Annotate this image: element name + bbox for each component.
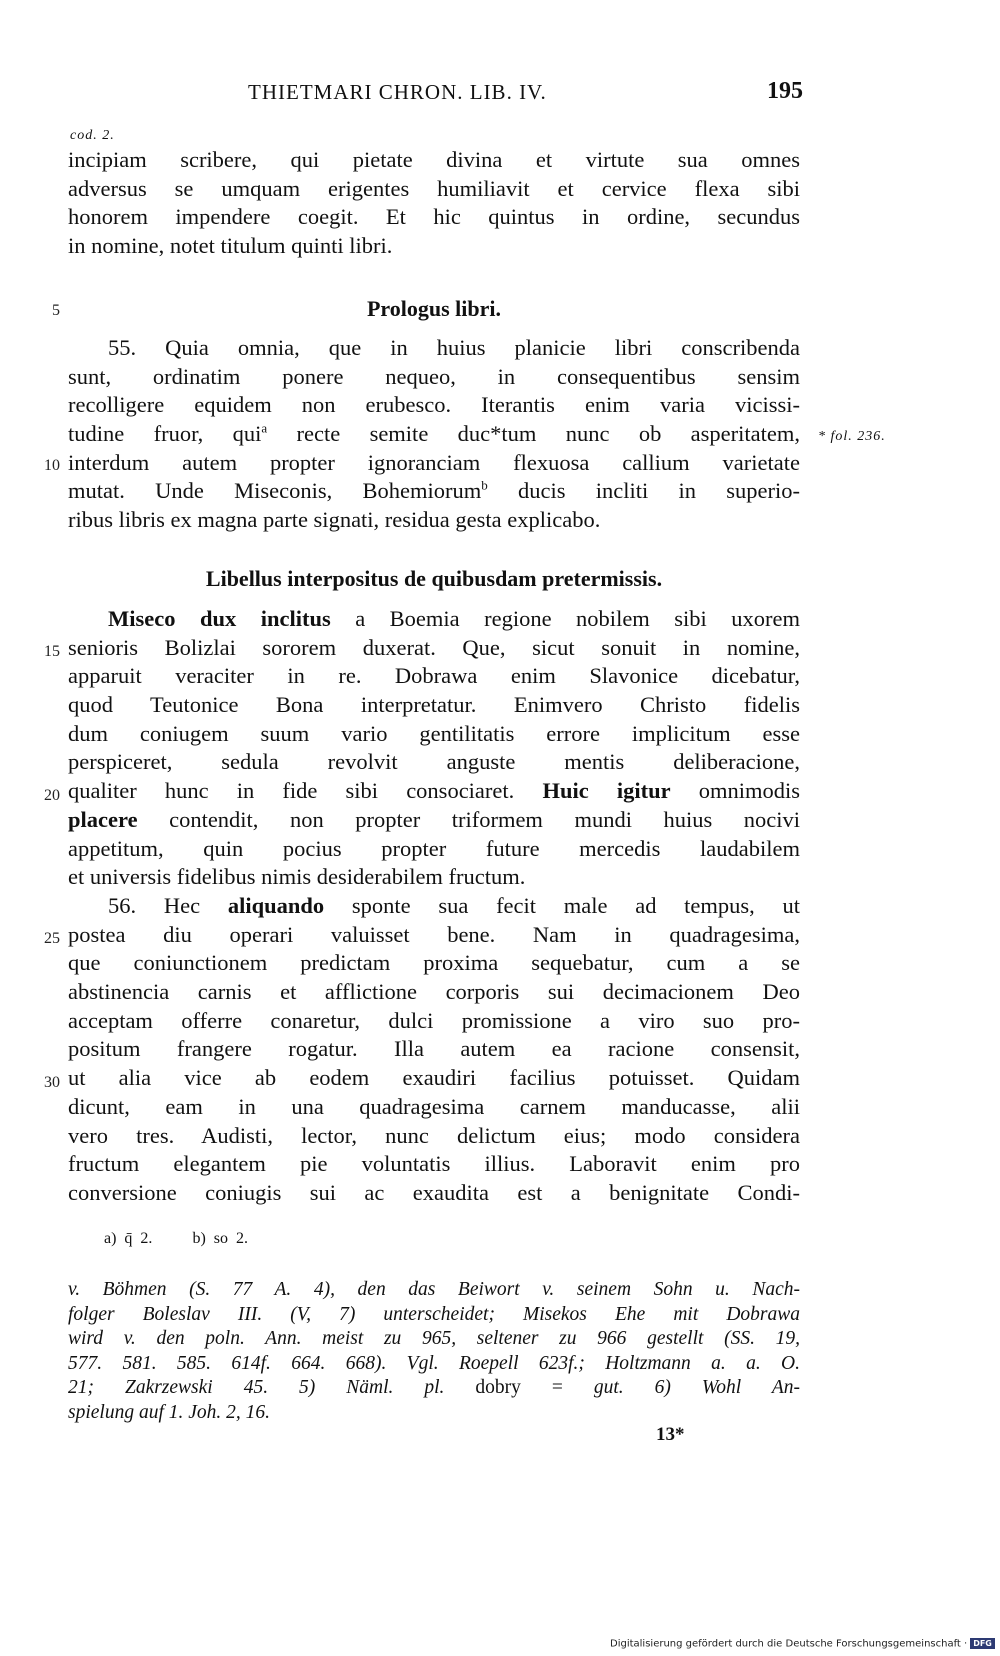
text-line: appetitum, quin pocius propter future mercedis laudabilem	[68, 835, 800, 861]
note-line: folger Boleslav III. (V, 7) unterscheidet; Misekos Ehe mit Dobrawa	[68, 1303, 800, 1325]
text-line: apparuit veraciter in re. Dobrawa enim Slavonice dicebatur,	[68, 663, 800, 689]
text-line: perspiceret, sedula revolvit anguste mentis deliberacione,	[68, 749, 800, 775]
sheet-signature: 13*	[656, 1424, 685, 1445]
prologus-paragraph	[68, 334, 800, 535]
page-number: 195	[767, 78, 803, 104]
text-line: mutat. Unde Miseconis, Bohemiorum$^b$ ducis incliti in superio-	[68, 477, 801, 504]
running-title: THIETMARI CHRON. LIB. IV.	[248, 80, 547, 104]
text-line: ut alia vice ab eodem exaudiri facilius potuisset. Quidam	[68, 1065, 800, 1091]
text-line: honorem impendere coegit. Et hic quintus in ordine, secundus	[68, 204, 800, 230]
text-line: conversione coniugis sui ac exaudita est a benignitate Condi-	[68, 1179, 800, 1205]
line-number: 10	[44, 457, 60, 474]
text-line: tudine fruor, qui$^a$ recte semite duc*tum nunc ob asperitatem,	[68, 420, 800, 447]
chapter-number: 56.	[108, 893, 137, 918]
text-line: placere contendit, non propter triformem mundi huius nocivi	[68, 806, 800, 832]
text-line: qualiter hunc in fide sibi consociaret. Huic igitur omnimodis	[68, 778, 801, 804]
text-line: postea diu operari valuisset bene. Nam in quadragesima,	[68, 921, 800, 947]
text-line: vero tres. Audisti, lector, nunc delictum eius; modo considera	[68, 1122, 800, 1148]
text-line: interdum autem propter ignoranciam flexuosa callium varietate	[68, 449, 800, 475]
note-line: v. Böhmen (S. 77 A. 4), den das Beiwort v. seinem Sohn u. Nach-	[68, 1279, 800, 1300]
intro-paragraph	[68, 146, 800, 261]
footnote-marker: b	[481, 477, 488, 493]
codex-note: cod. 2.	[70, 128, 115, 143]
variant-readings	[104, 1230, 248, 1248]
text-line: abstinencia carnis et afflictione corporis sui decimacionem Deo	[68, 979, 800, 1005]
footnote-marker: a	[261, 420, 268, 436]
variant-a: a) q̄ 2.	[104, 1230, 153, 1247]
variant-b: b) so 2.	[192, 1230, 248, 1247]
text-line: Miseco dux inclitus a Boemia regione nobilem sibi uxorem	[108, 606, 800, 631]
text-line: fructum elegantem pie voluntatis illius. Laboravit enim pro	[68, 1151, 800, 1177]
note-line: 577. 581. 585. 614f. 664. 668). Vgl. Roepell 623f.; Holtzmann a. a. O.	[68, 1352, 800, 1374]
section-heading-prologus: Prologus libri.	[366, 296, 502, 321]
text-line: ribus libris ex magna parte signati, residua gesta explicabo.	[68, 507, 601, 533]
chapter-number: 55.	[108, 335, 137, 360]
text-line: sunt, ordinatim ponere nequeo, in consequentibus sensim	[68, 363, 800, 389]
line-number: 5	[52, 302, 60, 319]
text-line: positum frangere rogatur. Illa autem ea racione consensit,	[68, 1036, 800, 1062]
text-line: adversus se umquam erigentes humiliavit et cervice flexa sibi	[68, 175, 800, 201]
page-header	[248, 78, 803, 110]
section-heading-libellus: Libellus interpositus de quibusdam pretermissis.	[205, 566, 663, 591]
dfg-logo: DFG	[970, 1638, 995, 1649]
digitization-credit	[610, 1638, 995, 1650]
text-line: 55. Quia omnia, que in huius planicie libri conscribenda	[108, 335, 800, 360]
text-line: incipiam scribere, qui pietate divina et virtute sua omnes	[68, 147, 800, 172]
text-line: acceptam offerre conaretur, dulci promissione a viro suo pro-	[68, 1007, 800, 1033]
note-line: 21; Zakrzewski 45. 5) Näml. pl. dobry = gut. 6) Wohl An-	[68, 1377, 800, 1398]
line-number: 15	[44, 643, 60, 660]
line-number: 25	[44, 930, 60, 947]
text-line: que coniunctionem predictam proxima sequebatur, cum a se	[68, 950, 800, 976]
text-line: et universis fidelibus nimis desiderabilem fructum.	[68, 864, 526, 890]
text-line: 56. Hec aliquando sponte sua fecit male ad tempus, ut	[108, 893, 801, 918]
text-line: dum coniugem suum vario gentilitatis errore implicitum esse	[68, 720, 800, 746]
section-56-paragraph	[68, 892, 800, 1208]
libellus-paragraph	[68, 605, 800, 892]
note-line: spielung auf 1. Joh. 2, 16.	[68, 1401, 271, 1423]
line-number: 30	[44, 1074, 60, 1091]
text-line: dicunt, eam in una quadragesima carnem manducasse, alii	[68, 1093, 800, 1119]
text-line: in nomine, notet titulum quinti libri.	[68, 233, 393, 259]
note-line: wird v. den poln. Ann. meist zu 965, seltener zu 966 gestellt (SS. 19,	[68, 1328, 800, 1349]
credit-text: Digitalisierung gefördert durch die Deutsche Forschungsgemeinschaft ·	[610, 1638, 968, 1650]
line-number: 20	[44, 787, 60, 804]
text-line: quod Teutonice Bona interpretatur. Enimvero Christo fidelis	[68, 692, 800, 718]
text-line: senioris Bolizlai sororem duxerat. Que, sicut sonuit in nomine,	[68, 634, 800, 660]
folio-margin-note: * fol. 236.	[818, 429, 886, 444]
editorial-notes	[68, 1278, 800, 1425]
text-line: recolligere equidem non erubesco. Iterantis enim varia vicissi-	[68, 392, 800, 418]
